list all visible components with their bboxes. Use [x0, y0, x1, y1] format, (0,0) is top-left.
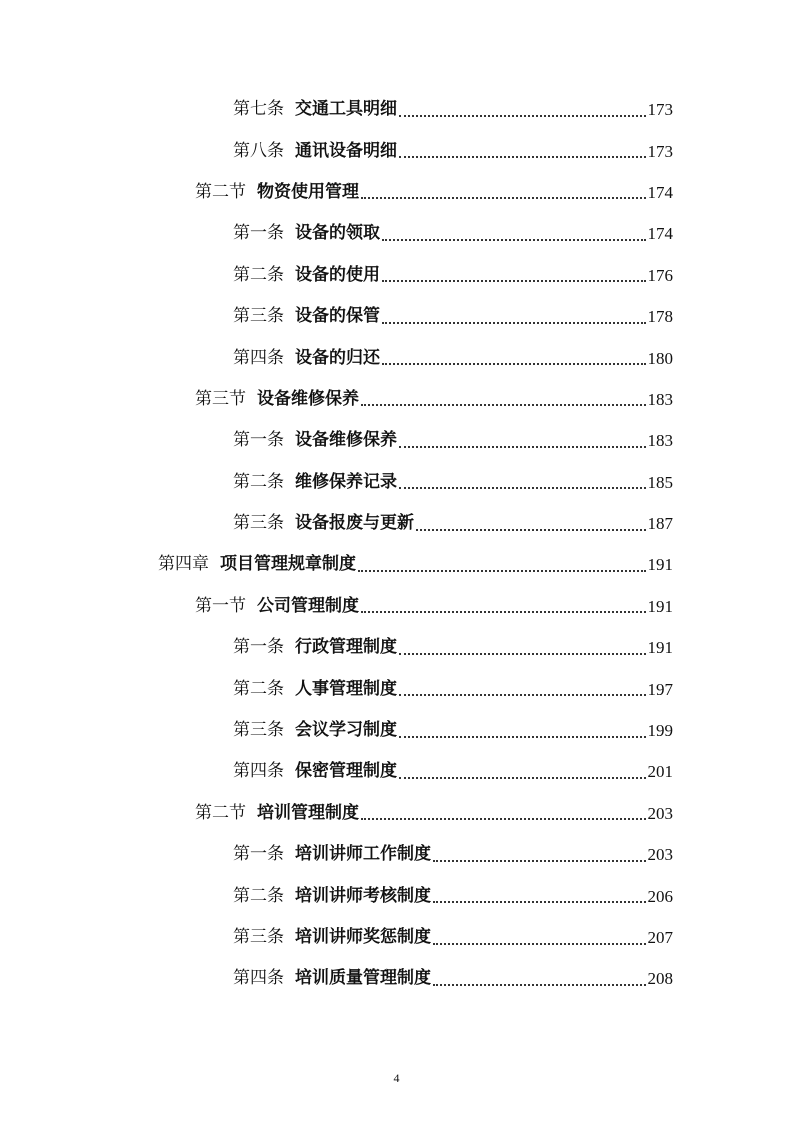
toc-entry-page: 173 — [647, 141, 673, 161]
toc-entry-title: 培训讲师考核制度 — [295, 885, 431, 906]
toc-entry-page: 199 — [647, 721, 673, 741]
toc-entry-page: 206 — [647, 886, 673, 906]
toc-entry-number: 第三条 — [233, 720, 284, 741]
toc-entry-page: 180 — [647, 348, 673, 368]
toc-entry-number: 第八条 — [233, 140, 284, 161]
toc-entry-number: 第七条 — [233, 99, 284, 120]
toc-entry-page: 203 — [647, 803, 673, 823]
toc-entry[interactable] — [0, 296, 793, 337]
toc-entry-number: 第二节 — [195, 802, 246, 823]
toc-entry[interactable] — [0, 379, 793, 420]
toc-entry-number: 第三条 — [233, 513, 284, 534]
toc-entry-number: 第一条 — [233, 430, 284, 451]
toc-entry-title: 培训质量管理制度 — [295, 968, 431, 989]
dot-leader — [361, 197, 646, 199]
dot-leader — [399, 777, 646, 779]
toc-entry-title: 物资使用管理 — [257, 181, 359, 202]
toc-entry[interactable] — [0, 462, 793, 503]
toc-entry[interactable] — [0, 89, 793, 130]
toc-entry[interactable] — [0, 668, 793, 709]
toc-entry[interactable] — [0, 337, 793, 378]
toc-entry-title: 设备维修保养 — [257, 388, 359, 409]
toc-entry[interactable] — [0, 544, 793, 585]
dot-leader — [416, 529, 646, 531]
toc-entry[interactable] — [0, 586, 793, 627]
toc-entry-title: 行政管理制度 — [295, 637, 397, 658]
toc-entry-title: 培训讲师工作制度 — [295, 844, 431, 865]
toc-entry-number: 第三条 — [233, 306, 284, 327]
toc-entry-title: 设备维修保养 — [295, 430, 397, 451]
toc-entry[interactable] — [0, 130, 793, 171]
toc-entry-page: 178 — [647, 307, 673, 327]
toc-entry-page: 203 — [647, 845, 673, 865]
toc-entry-page: 187 — [647, 514, 673, 534]
toc-entry-number: 第二条 — [233, 471, 284, 492]
toc-entry[interactable] — [0, 793, 793, 834]
toc-entry-page: 191 — [647, 555, 673, 575]
toc-entry-page: 173 — [647, 100, 673, 120]
toc-entry-page: 191 — [647, 596, 673, 616]
toc-entry-number: 第一节 — [195, 595, 246, 616]
toc-entry-title: 会议学习制度 — [295, 720, 397, 741]
toc-entry-number: 第三节 — [195, 388, 246, 409]
dot-leader — [358, 570, 646, 572]
toc-entry-page: 197 — [647, 679, 673, 699]
dot-leader — [433, 860, 646, 862]
page-number: 4 — [393, 1071, 400, 1085]
dot-leader — [382, 322, 646, 324]
toc-entry[interactable] — [0, 710, 793, 751]
toc-entry[interactable] — [0, 875, 793, 916]
toc-entry-page: 207 — [647, 928, 673, 947]
toc-entry-page: 183 — [647, 389, 673, 409]
toc-entry-title: 培训讲师奖惩制度 — [295, 927, 431, 947]
dot-leader — [382, 239, 646, 241]
toc-entry-title: 设备的领取 — [295, 223, 380, 244]
toc-entry-number: 第四条 — [233, 761, 284, 782]
toc-entry-number: 第一条 — [233, 637, 284, 658]
dot-leader — [399, 156, 646, 158]
toc-entry-page: 176 — [647, 265, 673, 285]
dot-leader — [399, 487, 646, 489]
toc-entry[interactable] — [0, 172, 793, 213]
dot-leader — [382, 280, 646, 282]
toc-entry-title: 项目管理规章制度 — [220, 554, 356, 575]
toc-entry-title: 通讯设备明细 — [295, 140, 397, 161]
toc-entry[interactable] — [0, 958, 793, 999]
toc-entry-page: 208 — [647, 969, 673, 989]
toc-entry-number: 第一条 — [233, 223, 284, 244]
toc-entry-number: 第四章 — [158, 554, 209, 575]
dot-leader — [382, 363, 646, 365]
dot-leader — [433, 901, 646, 903]
toc-entry-title: 维修保养记录 — [295, 471, 397, 492]
dot-leader — [399, 694, 646, 696]
toc-entry-page: 174 — [647, 182, 673, 202]
dot-leader — [399, 115, 646, 117]
toc-entry-title: 人事管理制度 — [295, 678, 397, 699]
toc-entry-title: 保密管理制度 — [295, 761, 397, 782]
toc-entry-title: 设备报废与更新 — [295, 513, 414, 534]
dot-leader — [399, 653, 646, 655]
dot-leader — [361, 611, 646, 613]
toc-entry-title: 培训管理制度 — [257, 802, 359, 823]
dot-leader — [399, 446, 646, 448]
toc-entry-number: 第四条 — [233, 968, 284, 989]
toc-entry[interactable] — [0, 751, 793, 792]
toc-entry-page: 201 — [647, 762, 673, 782]
toc-entry-title: 公司管理制度 — [257, 595, 359, 616]
toc-entry-number: 第二条 — [233, 264, 284, 285]
toc-entry-number: 第一条 — [233, 844, 284, 865]
toc-entry-number: 第二条 — [233, 678, 284, 699]
dot-leader — [361, 818, 646, 820]
toc-entry-page: 185 — [647, 472, 673, 492]
toc-entry[interactable] — [0, 255, 793, 296]
toc-entry[interactable] — [0, 213, 793, 254]
toc-entry-page: 191 — [647, 638, 673, 658]
table-of-contents — [0, 89, 793, 1000]
toc-entry-number: 第四条 — [233, 347, 284, 368]
toc-entry-number: 第二条 — [233, 885, 284, 906]
toc-entry-number: 第二节 — [195, 181, 246, 202]
toc-entry-title: 交通工具明细 — [295, 99, 397, 120]
toc-entry[interactable] — [0, 917, 793, 958]
toc-entry-page: 183 — [647, 431, 673, 451]
toc-entry-title: 设备的保管 — [295, 306, 380, 327]
toc-entry[interactable] — [0, 420, 793, 461]
dot-leader — [399, 736, 646, 738]
toc-entry[interactable] — [0, 627, 793, 668]
dot-leader — [433, 984, 646, 986]
toc-entry-page: 174 — [647, 224, 673, 244]
toc-entry[interactable] — [0, 503, 793, 544]
toc-entry-title: 设备的归还 — [295, 347, 380, 368]
toc-entry-number: 第三条 — [233, 927, 284, 947]
toc-entry-title: 设备的使用 — [295, 264, 380, 285]
dot-leader — [433, 943, 646, 945]
toc-entry[interactable] — [0, 834, 793, 875]
dot-leader — [361, 404, 646, 406]
